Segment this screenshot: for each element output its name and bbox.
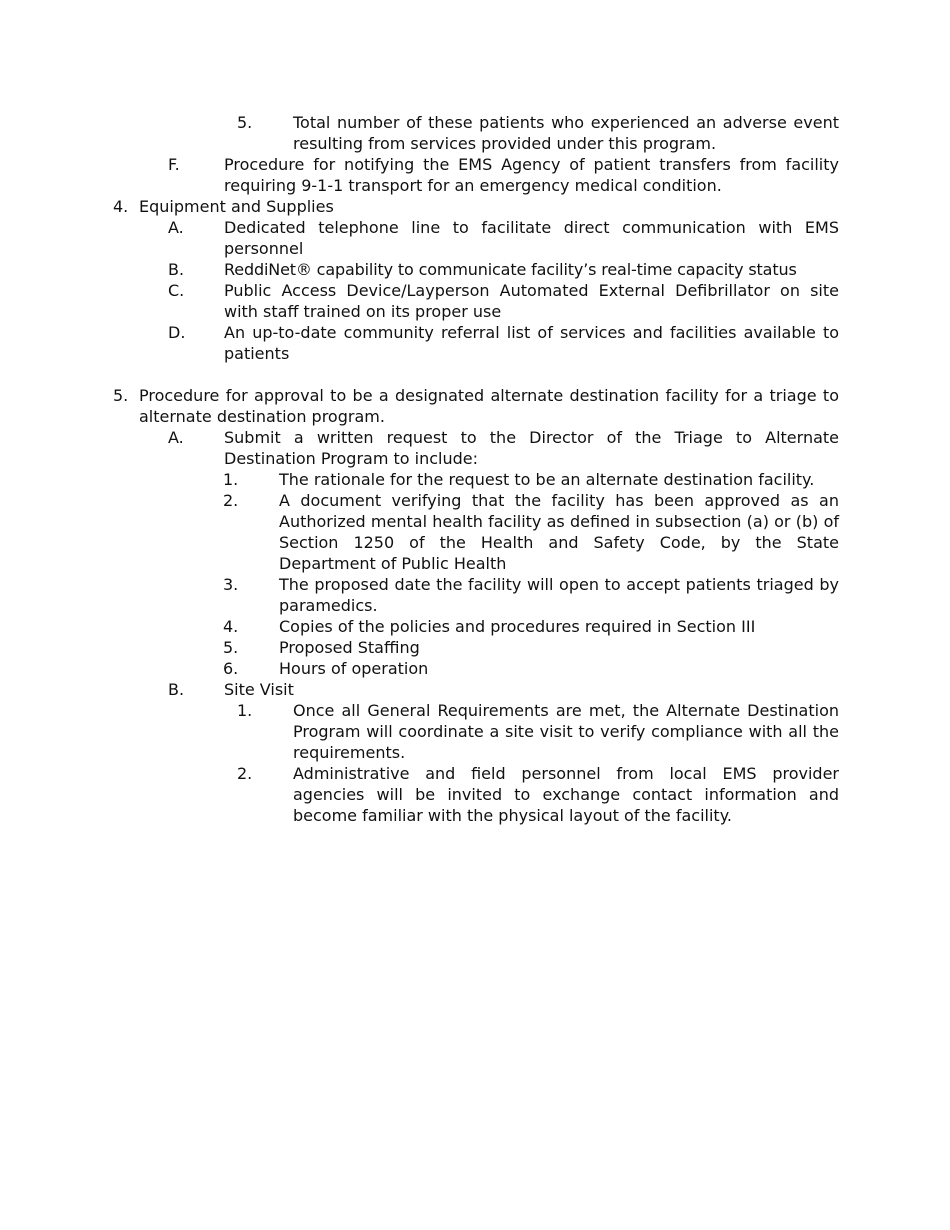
list-item-text: Dedicated telephone line to facilitate direct communication with EMS personnel (224, 218, 839, 258)
list-marker: 6. (223, 659, 239, 678)
list-item-text: Hours of operation (279, 659, 429, 678)
list-marker: 5. (237, 113, 253, 132)
list-marker: 1. (223, 470, 239, 489)
list-item-text: The rationale for the request to be an alternate destination facility. (279, 470, 815, 489)
list-marker: 5. (223, 638, 239, 657)
list-item-text: A document verifying that the facility has been approved as an Authorized mental health facility as defined in subsection (a) or (b) of Section 1250 of the Health and Safety Code, by the State Department of Public Health (279, 491, 839, 573)
list-item-text: Once all General Requirements are met, the Alternate Destination Program will coordinate a site visit to verify compliance with all the requirements. (293, 701, 839, 762)
list-marker: B. (168, 260, 185, 279)
list-item-text: The proposed date the facility will open to accept patients triaged by paramedics. (279, 575, 839, 615)
list-item-text: ReddiNet® capability to communicate facility’s real-time capacity status (224, 260, 797, 279)
list-item-text: Copies of the policies and procedures required in Section III (279, 617, 756, 636)
list-marker: C. (168, 281, 185, 300)
list-marker: B. (168, 680, 185, 699)
list-item-text: Public Access Device/Layperson Automated External Defibrillator on site with staff trained on its proper use (224, 281, 839, 321)
section-marker: 4. (113, 197, 129, 216)
list-marker: F. (168, 155, 180, 174)
list-marker: D. (168, 323, 186, 342)
list-marker: 4. (223, 617, 239, 636)
list-marker: 2. (223, 491, 239, 510)
section-marker: 5. (113, 386, 129, 405)
list-marker: 1. (237, 701, 253, 720)
list-item-text: Proposed Staffing (279, 638, 420, 657)
list-item-text: Site Visit (224, 680, 294, 699)
list-marker: 2. (237, 764, 253, 783)
list-item-text: An up-to-date community referral list of services and facilities available to patients (224, 323, 839, 363)
list-marker: 3. (223, 575, 239, 594)
section-heading: Equipment and Supplies (139, 197, 334, 216)
list-marker: A. (168, 218, 184, 237)
list-marker: A. (168, 428, 184, 447)
list-item-text: Submit a written request to the Director of the Triage to Alternate Destination Program to include: (224, 428, 839, 468)
list-item-text: Total number of these patients who experienced an adverse event resulting from services provided under this program. (293, 113, 839, 153)
list-item-text: Administrative and field personnel from local EMS provider agencies will be invited to exchange contact information and become familiar with the physical layout of the facility. (293, 764, 839, 825)
list-item-text: Procedure for notifying the EMS Agency of patient transfers from facility requiring 9-1-1 transport for an emergency medical condition. (224, 155, 839, 195)
section-heading: Procedure for approval to be a designated alternate destination facility for a triage to alternate destination program. (139, 386, 839, 426)
